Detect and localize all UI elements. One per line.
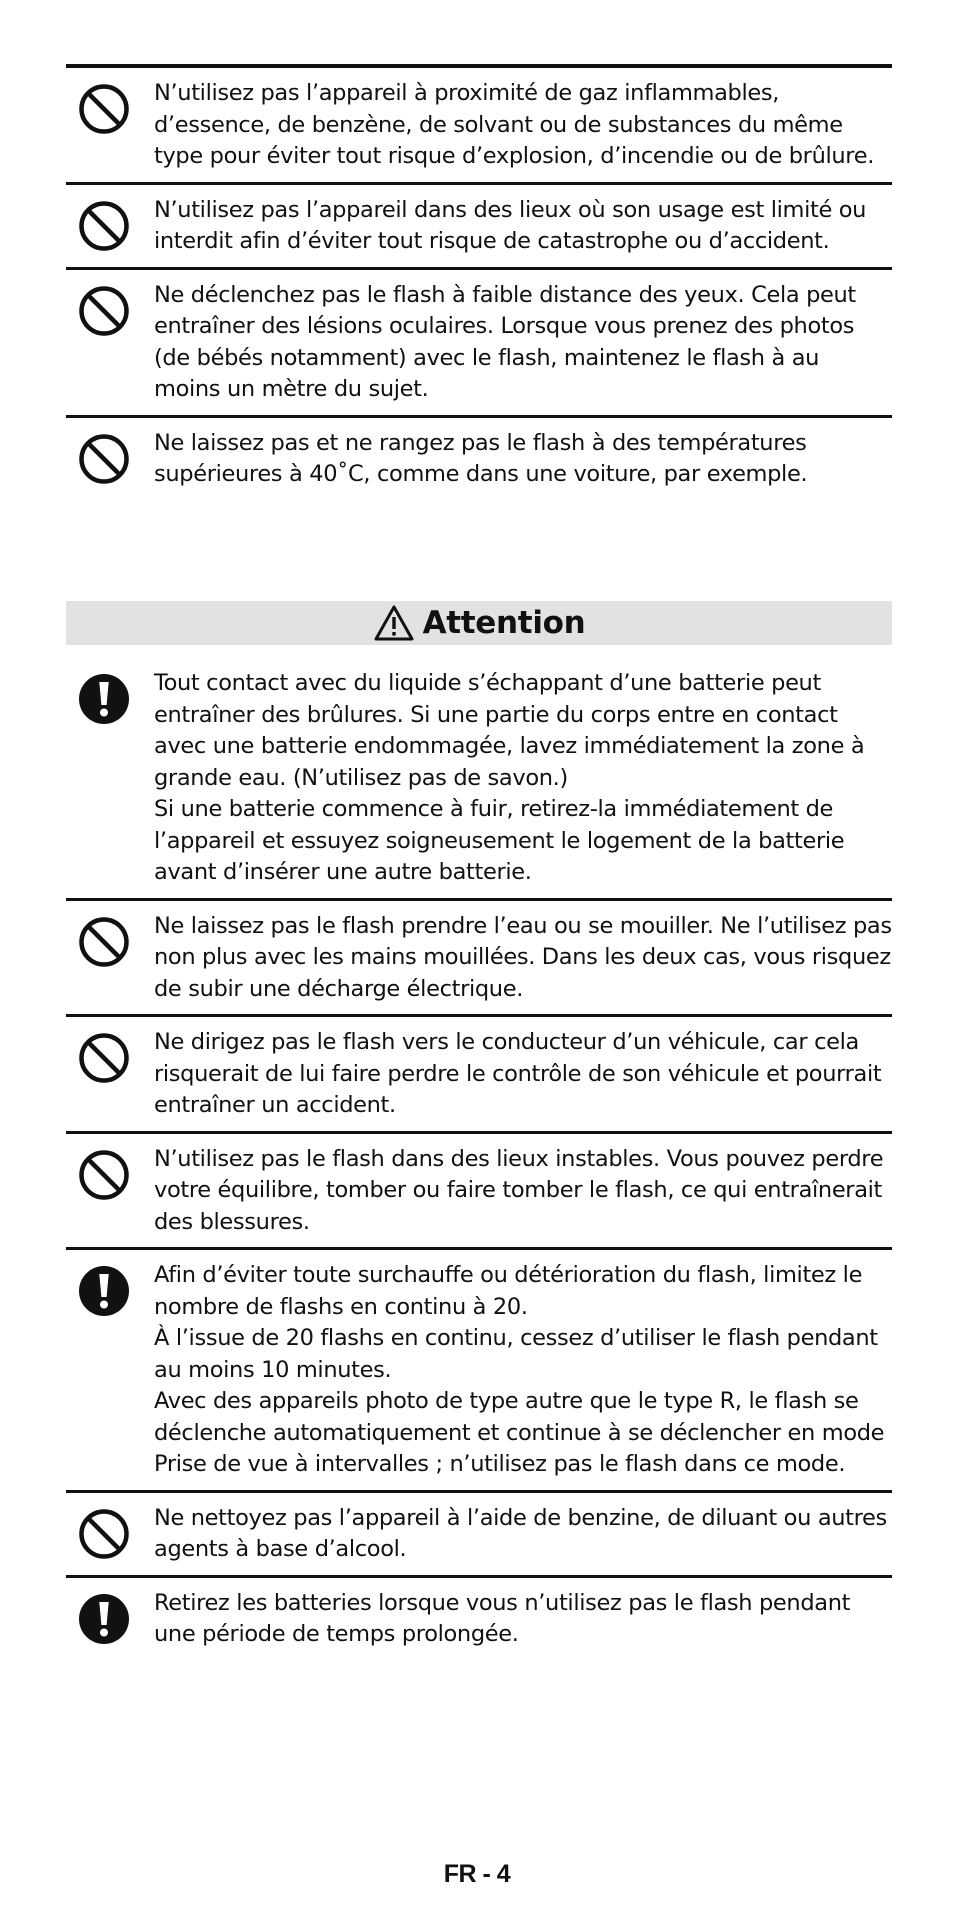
- mandatory-exclamation-icon: [70, 668, 138, 726]
- safety-item: [66, 1493, 892, 1578]
- safety-paragraph: Afin d’éviter toute surchauffe ou détérioration du flash, limitez le nombre de flashs en continu à 20.: [154, 1262, 863, 1320]
- safety-paragraph: Tout contact avec du liquide s’échappant d’une batterie peut entraîner des brûlures. Si une partie du corps entre en contact avec une batterie endommagée, lavez immédiatement la zone à grande eau. (N’utilisez pas de savon.): [154, 670, 865, 791]
- attention-banner: [66, 601, 892, 645]
- prohibition-icon: [70, 280, 138, 338]
- safety-item: [66, 1134, 892, 1251]
- safety-text: [154, 911, 892, 1006]
- safety-text: [154, 668, 892, 889]
- prohibition-icon: [70, 428, 138, 486]
- safety-item: [66, 1578, 892, 1660]
- prohibition-icon: [70, 1144, 138, 1202]
- safety-item: [66, 901, 892, 1018]
- safety-paragraph: À l’issue de 20 flashs en continu, cessez d’utiliser le flash pendant au moins 10 minutes.: [154, 1325, 878, 1383]
- safety-paragraph: Ne déclenchez pas le flash à faible distance des yeux. Cela peut entraîner des lésions oculaires. Lorsque vous prenez des photos (de bébés notamment) avec le flash, maintenez le flash à au moins un mètre du sujet.: [154, 281, 856, 402]
- attention-title: Attention: [422, 605, 586, 641]
- prohibition-icon: [70, 911, 138, 969]
- mandatory-exclamation-icon: [70, 1260, 138, 1318]
- safety-item: [66, 418, 892, 500]
- safety-text: [154, 1027, 892, 1122]
- prohibition-icon: [70, 78, 138, 136]
- attention-list: [66, 658, 892, 1660]
- safety-paragraph: N’utilisez pas l’appareil à proximité de gaz inflammables, d’essence, de benzène, de solvant ou de substances du même type pour éviter tout risque d’explosion, d’incendie ou de brûlure.: [154, 80, 874, 169]
- safety-item: [66, 185, 892, 270]
- safety-text: [154, 1144, 892, 1239]
- safety-item: [66, 1250, 892, 1493]
- safety-text: [154, 280, 892, 406]
- mandatory-exclamation-icon: [70, 1588, 138, 1646]
- safety-paragraph: Ne laissez pas le flash prendre l’eau ou se mouiller. Ne l’utilisez pas non plus avec les mains mouillées. Dans les deux cas, vous risquez de subir une décharge électrique.: [154, 912, 892, 1002]
- safety-text: [154, 1260, 892, 1481]
- page-number: FR - 4: [443, 1860, 511, 1888]
- safety-text: [154, 195, 892, 258]
- safety-text: [154, 1588, 892, 1651]
- safety-item: [66, 1017, 892, 1134]
- prohibition-icon: [70, 195, 138, 253]
- safety-paragraph: Ne dirigez pas le flash vers le conducteur d’un véhicule, car cela risquerait de lui faire perdre le contrôle de son véhicule et pourrait entraîner un accident.: [154, 1029, 882, 1118]
- safety-paragraph: Avec des appareils photo de type autre que le type R, le flash se déclenche automatiquement et continue à se déclencher en mode Prise de vue à intervalles ; n’utilisez pas le flash dans ce mode.: [154, 1388, 885, 1477]
- safety-text: [154, 428, 892, 491]
- safety-paragraph: Ne laissez pas et ne rangez pas le flash à des températures supérieures à 40˚C, comme dans une voiture, par exemple.: [154, 429, 808, 487]
- safety-paragraph: Ne nettoyez pas l’appareil à l’aide de benzine, de diluant ou autres agents à base d’alcool.: [154, 1504, 887, 1562]
- warning-triangle-icon: [373, 604, 415, 642]
- safety-paragraph: N’utilisez pas l’appareil dans des lieux où son usage est limité ou interdit afin d’éviter tout risque de catastrophe ou d’accident.: [154, 196, 867, 254]
- prohibition-icon: [70, 1027, 138, 1085]
- safety-item: [66, 658, 892, 901]
- safety-paragraph: N’utilisez pas le flash dans des lieux instables. Vous pouvez perdre votre équilibre, tomber ou faire tomber le flash, ce qui entraînerait des blessures.: [154, 1145, 884, 1235]
- safety-paragraph: Retirez les batteries lorsque vous n’utilisez pas le flash pendant une période de temps prolongée.: [154, 1589, 851, 1647]
- safety-paragraph: Si une batterie commence à fuir, retirez-la immédiatement de l’appareil et essuyez soigneusement le logement de la batterie avant d’insérer une autre batterie.: [154, 796, 845, 885]
- safety-text: [154, 78, 892, 173]
- warning-list: [66, 64, 892, 500]
- safety-text: [154, 1503, 892, 1566]
- safety-item: [66, 270, 892, 418]
- prohibition-icon: [70, 1503, 138, 1561]
- safety-item: [66, 68, 892, 185]
